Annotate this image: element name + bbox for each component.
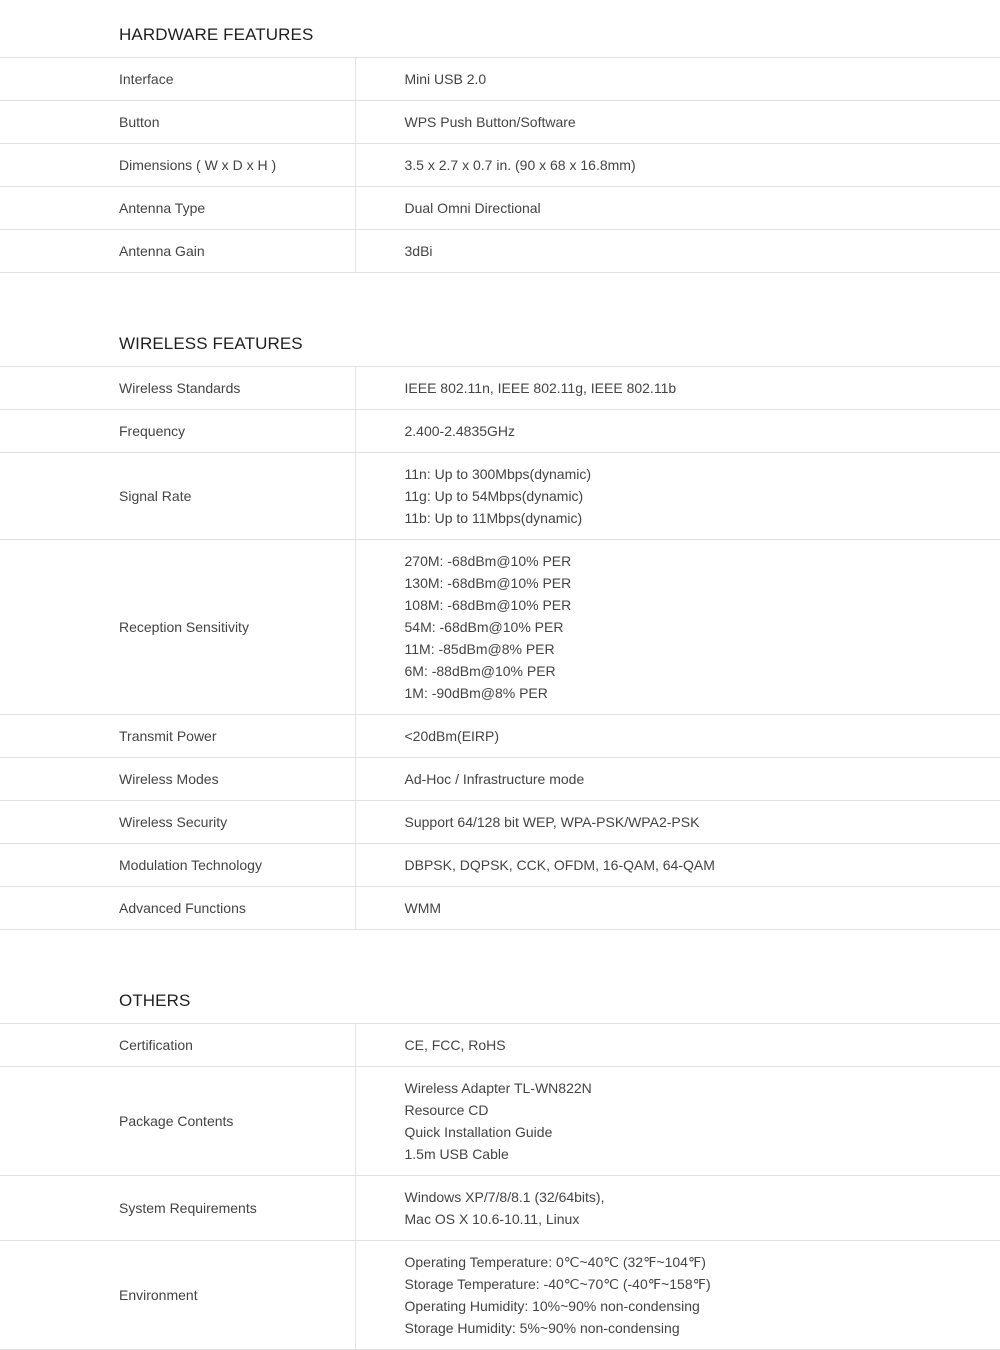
spec-value-line: 3.5 x 2.7 x 0.7 in. (90 x 68 x 16.8mm) — [405, 154, 1000, 176]
spec-value — [355, 540, 1000, 715]
spec-label: Modulation Technology — [0, 844, 355, 887]
spec-value-line: 6M: -88dBm@10% PER — [405, 660, 1000, 682]
spec-value-line: IEEE 802.11n, IEEE 802.11g, IEEE 802.11b — [405, 377, 1000, 399]
spec-row — [0, 1176, 1000, 1241]
spec-value-line: Mac OS X 10.6-10.11, Linux — [405, 1208, 1000, 1230]
spec-label: Interface — [0, 58, 355, 101]
spec-row — [0, 1024, 1000, 1067]
spec-value-line: 3dBi — [405, 240, 1000, 262]
spec-value-line: Storage Humidity: 5%~90% non-condensing — [405, 1317, 1000, 1339]
section-title: WIRELESS FEATURES — [0, 309, 1000, 367]
spec-label: Antenna Gain — [0, 230, 355, 273]
spec-value — [355, 1241, 1000, 1350]
spec-label: Dimensions ( W x D x H ) — [0, 144, 355, 187]
spec-row — [0, 844, 1000, 887]
spec-value-line: 2.400-2.4835GHz — [405, 420, 1000, 442]
spec-value — [355, 367, 1000, 410]
spec-label: Environment — [0, 1241, 355, 1350]
spec-value-line: Resource CD — [405, 1099, 1000, 1121]
spec-value-line: 11g: Up to 54Mbps(dynamic) — [405, 485, 1000, 507]
spec-row — [0, 58, 1000, 101]
spec-value — [355, 844, 1000, 887]
spec-value — [355, 187, 1000, 230]
spec-row — [0, 801, 1000, 844]
spec-label: Advanced Functions — [0, 887, 355, 930]
spec-row — [0, 144, 1000, 187]
spec-value — [355, 58, 1000, 101]
spec-label: Signal Rate — [0, 453, 355, 540]
spec-row — [0, 230, 1000, 273]
spec-value-line: DBPSK, DQPSK, CCK, OFDM, 16-QAM, 64-QAM — [405, 854, 1000, 876]
spec-value-line: 1M: -90dBm@8% PER — [405, 682, 1000, 704]
spec-row — [0, 887, 1000, 930]
spec-label: Button — [0, 101, 355, 144]
spec-value — [355, 1024, 1000, 1067]
spec-label: Certification — [0, 1024, 355, 1067]
spec-label: Antenna Type — [0, 187, 355, 230]
spec-value — [355, 758, 1000, 801]
spec-value-line: 11b: Up to 11Mbps(dynamic) — [405, 507, 1000, 529]
spec-value-line: 270M: -68dBm@10% PER — [405, 550, 1000, 572]
spec-value-line: 11n: Up to 300Mbps(dynamic) — [405, 463, 1000, 485]
spec-row — [0, 1241, 1000, 1350]
spec-value-line: 130M: -68dBm@10% PER — [405, 572, 1000, 594]
spec-value-line: 1.5m USB Cable — [405, 1143, 1000, 1165]
spec-row — [0, 540, 1000, 715]
spec-value — [355, 144, 1000, 187]
spec-value-line: Quick Installation Guide — [405, 1121, 1000, 1143]
spec-value-line: WMM — [405, 897, 1000, 919]
spec-value-line: Mini USB 2.0 — [405, 68, 1000, 90]
spec-value — [355, 101, 1000, 144]
spec-table — [0, 58, 1000, 273]
spec-value-line: Operating Temperature: 0℃~40℃ (32℉~104℉) — [405, 1251, 1000, 1273]
spec-label: Wireless Standards — [0, 367, 355, 410]
spec-value — [355, 1176, 1000, 1241]
spec-value — [355, 801, 1000, 844]
spec-value-line: Ad-Hoc / Infrastructure mode — [405, 768, 1000, 790]
spec-row — [0, 410, 1000, 453]
spec-value-line: <20dBm(EIRP) — [405, 725, 1000, 747]
spec-label: Reception Sensitivity — [0, 540, 355, 715]
spec-value-line: Storage Temperature: -40℃~70℃ (-40℉~158℉) — [405, 1273, 1000, 1295]
spec-value-line: 108M: -68dBm@10% PER — [405, 594, 1000, 616]
spec-value-line: Operating Humidity: 10%~90% non-condensing — [405, 1295, 1000, 1317]
spec-label: Package Contents — [0, 1067, 355, 1176]
spec-label: Wireless Modes — [0, 758, 355, 801]
spec-table — [0, 1024, 1000, 1350]
spec-value-line: 11M: -85dBm@8% PER — [405, 638, 1000, 660]
spec-value-line: Wireless Adapter TL-WN822N — [405, 1077, 1000, 1099]
spec-table — [0, 367, 1000, 930]
spec-row — [0, 101, 1000, 144]
spec-value — [355, 1067, 1000, 1176]
section-spacer — [0, 930, 1000, 966]
spec-value-line: Windows XP/7/8/8.1 (32/64bits), — [405, 1186, 1000, 1208]
spec-row — [0, 715, 1000, 758]
spec-value — [355, 410, 1000, 453]
spec-value-line: WPS Push Button/Software — [405, 111, 1000, 133]
spec-value — [355, 453, 1000, 540]
spec-label: Frequency — [0, 410, 355, 453]
spec-label: Wireless Security — [0, 801, 355, 844]
spec-value-line: CE, FCC, RoHS — [405, 1034, 1000, 1056]
spec-value-line: 54M: -68dBm@10% PER — [405, 616, 1000, 638]
spec-value-line: Support 64/128 bit WEP, WPA-PSK/WPA2-PSK — [405, 811, 1000, 833]
spec-row — [0, 758, 1000, 801]
section-spacer — [0, 273, 1000, 309]
spec-row — [0, 1067, 1000, 1176]
spec-value — [355, 230, 1000, 273]
spec-row — [0, 187, 1000, 230]
spec-row — [0, 453, 1000, 540]
spec-label: Transmit Power — [0, 715, 355, 758]
section-title: OTHERS — [0, 966, 1000, 1024]
spec-value — [355, 715, 1000, 758]
spec-value — [355, 887, 1000, 930]
spec-row — [0, 367, 1000, 410]
spec-label: System Requirements — [0, 1176, 355, 1241]
section-title: HARDWARE FEATURES — [0, 0, 1000, 58]
spec-value-line: Dual Omni Directional — [405, 197, 1000, 219]
